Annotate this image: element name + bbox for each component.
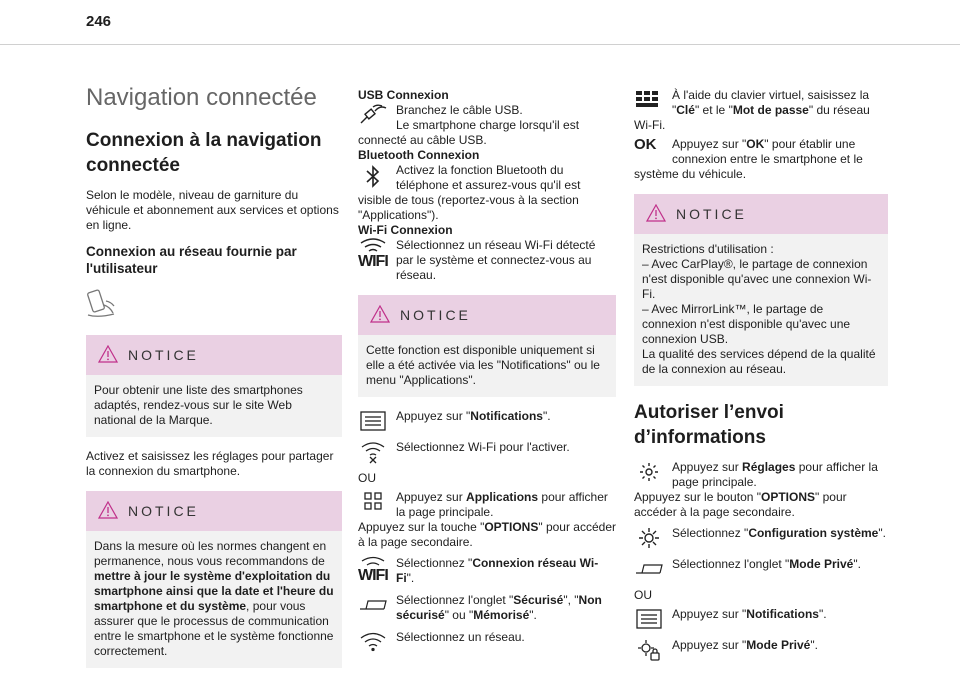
bluetooth-block: Activez la fonction Bluetooth du téléphone et assurez-vous qu'il est visible de tous (reportez-vous à la section "Applications"). [358,163,581,222]
notice-header [86,491,342,531]
notice-title: NOTICE [676,206,747,222]
step-notifications: Appuyez sur "Notifications". [358,409,616,433]
step-options: Appuyez sur la touche "OPTIONS" pour accéder à la page secondaire. [358,520,616,549]
step-select-network: Sélectionnez un réseau. [358,630,616,654]
column-2 [358,88,616,661]
ok-icon-label: OK [634,136,657,153]
notice-text: Cette fonction est disponible uniquement si elle a été activée via les "Notifications" ou le menu "Applications". [366,343,600,387]
section-title: Navigation connectée [86,84,317,111]
notice-text: Dans la mesure où les normes changent en permanence, nous vous recommandons de mettre à jour le système d'exploitation du smartphone ainsi que la date et l'heure du smartphone et du système, pour vous assurer que le processus de communication entre le smartphone et le système fonctionne correctement. [94,539,334,658]
wifi-label: Wi-Fi Connexion [358,223,453,237]
warning-icon [646,204,666,222]
column-1 [86,84,342,680]
warning-icon [98,501,118,519]
private-mode-icon [634,638,664,662]
notice-box-activation [358,295,616,397]
system-config-icon [634,526,664,550]
notice-title: NOTICE [400,307,471,323]
smartphone-icon [86,287,342,323]
step-options: Appuyez sur le bouton "OPTIONS" pour accéder à la page secondaire. [634,490,847,519]
notice-title: NOTICE [128,503,199,519]
wifi-network-icon [358,630,388,654]
step-private-tab: Sélectionnez l'onglet "Mode Privé". [634,557,888,581]
wifi-off-icon [358,440,388,464]
heading-send-info: Autoriser l’envoi d’informations [634,402,784,448]
notice-text: Restrictions d'utilisation : – Avec CarPlay®, le partage de connexion n'est disponible qu'avec une connexion Wi-Fi. – Avec MirrorLink™, le partage de connexion n'est disponible qu'avec une connexion USB. La qualité des services dépend de la qualité de la connexion au réseau. [642,242,876,376]
or-label: OU [634,588,652,602]
notice-text: Pour obtenir une liste des smartphones adaptés, rendez-vous sur le site Web national de la Marque. [94,383,303,427]
notice-header [86,335,342,375]
settings-gear-icon [634,460,664,484]
usb-block: Branchez le câble USB. Le smartphone charge lorsqu'il est connecté au câble USB. [358,103,580,147]
applications-icon [358,490,388,514]
usb-cable-icon [358,103,388,127]
ok-icon [634,137,664,161]
notifications-icon [358,409,388,433]
notice-box-restrictions [634,194,888,386]
notice-box-smartphones [86,335,342,437]
notice-title: NOTICE [128,347,199,363]
step-settings: Appuyez sur Réglages pour afficher la page principale. [634,460,888,490]
step-private-mode: Appuyez sur "Mode Privé". [634,638,888,662]
heading-connection: Connexion à la navigation connectée [86,130,322,176]
wifi-block: WIFI Sélectionnez un réseau Wi-Fi détecté par le système et connectez-vous au réseau. [358,238,596,282]
usb-label: USB Connexion [358,88,449,102]
step-keyboard: À l'aide du clavier virtuel, saisissez la "Clé" et le "Mot de passe" du réseau Wi-Fi. [634,88,870,132]
wifi-icon [358,238,388,270]
bluetooth-icon [358,163,388,191]
wifi-icon-label: WIFI [358,253,388,270]
intro-text: Selon le modèle, niveau de garniture du véhicule et abonnement aux services et options en ligne. [86,188,339,232]
notice-header [634,194,888,234]
keyboard-icon [634,88,664,112]
step-ok: OK Appuyez sur "OK" pour établir une connexion entre le smartphone et le système du véhicule. [634,136,863,181]
bluetooth-label: Bluetooth Connexion [358,148,480,162]
tab-icon [358,593,388,617]
share-connection-text: Activez et saisissez les réglages pour partager la connexion du smartphone. [86,449,334,478]
notice-box-updates [86,491,342,668]
step-system-config: Sélectionnez "Configuration système". [634,526,888,550]
page-number: 246 [86,13,112,30]
step-secure-tab: Sélectionnez l'onglet "Sécurisé", "Non sécurisé" ou "Mémorisé". [358,593,616,623]
step-wifi-activate: Sélectionnez Wi-Fi pour l'activer. [358,440,616,464]
heading-user-network: Connexion au réseau fournie par l'utilisateur [86,244,297,276]
wifi-icon-label: WIFI [358,567,388,584]
header-rule [0,44,960,45]
tab-icon [634,557,664,581]
or-label: OU [358,471,376,485]
step-wifi-connection: WIFI Sélectionnez "Connexion réseau Wi-Fi". [358,556,599,585]
wifi-icon [358,556,388,584]
notifications-icon [634,607,664,631]
warning-icon [370,305,390,323]
column-3 [634,88,888,669]
step-notifications: Appuyez sur "Notifications". [634,607,888,631]
step-applications: Appuyez sur Applications pour afficher la page principale. [358,490,616,520]
notice-header [358,295,616,335]
warning-icon [98,345,118,363]
